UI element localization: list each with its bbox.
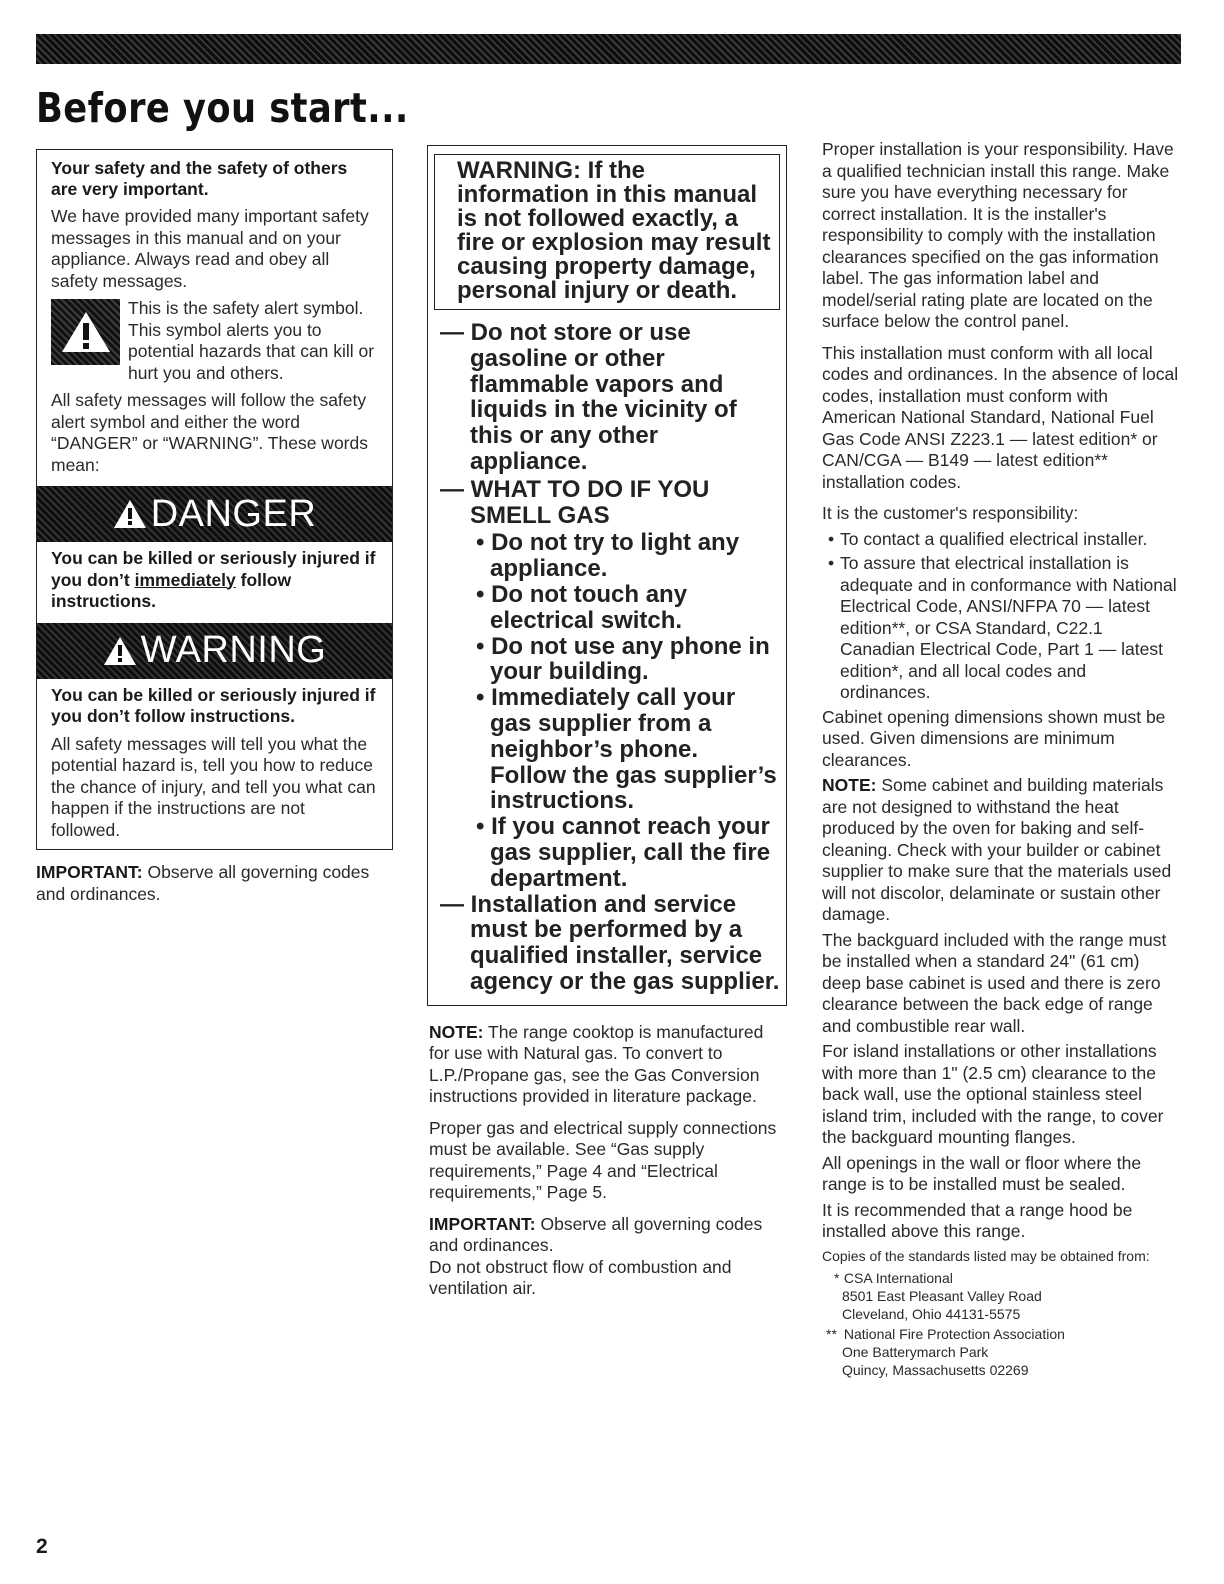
col3-p3: It is the customer's responsibility:: [822, 503, 1079, 523]
warning-subitem-switch: • Do not touch any electrical switch.: [476, 580, 688, 634]
col2-obstruct: Do not obstruct flow of combustion and ventilation air.: [429, 1256, 732, 1299]
alert-symbol-section: [51, 298, 378, 384]
safety-closing: All safety messages will tell you what the potential hazard is, tell you how to reduce the chance of injury, and tell you what can happen if the instructions are not followed.: [51, 733, 376, 840]
warning-subitem-phone: • Do not use any phone in your building.: [476, 632, 770, 686]
gas-warning-box: [427, 145, 787, 1006]
customer-responsibility-list: [822, 529, 1180, 704]
page-number: 2: [36, 1535, 48, 1558]
warning-label: WARNING: [140, 629, 327, 671]
address-csa: * CSA International 8501 East Pleasant Valley Road Cleveland, Ohio 44131-5575: [834, 1269, 1042, 1322]
list-item: • To contact a qualified electrical installer.: [822, 529, 1180, 551]
page-title: Before you start...: [36, 84, 409, 132]
col3-p5: The backguard included with the range must be installed when a standard 24" (61 cm) deep base cabinet is used and there is zero clearance between the back edge of range and combustible rear wall.: [822, 929, 1167, 1036]
gas-warning-heading: WARNING: If the information in this manual is not followed exactly, a fire or explosion may result causing property damage, personal injury or death.: [434, 154, 780, 310]
col3-note: NOTE: Some cabinet and building materials are not designed to withstand the heat produced by the oven for baking and self-cleaning. Check with your builder or cabinet supplier to make sure that the materials used will not discolor, delaminate or sustain other damage.: [822, 775, 1172, 924]
col3-p1: Proper installation is your responsibility. Have a qualified technician install this range. Make sure you have everything necessary for correct installation. It is the installer's responsibility to comply with the installation clearances specified on the gas information label. The gas information label and model/serial rating plate are located on the surface below the control panel.: [822, 139, 1174, 331]
col2-important: IMPORTANT: Observe all governing codes and ordinances.: [429, 1213, 763, 1256]
column-right: [822, 139, 1180, 1381]
column-left: [36, 149, 393, 905]
danger-label: DANGER: [150, 492, 317, 535]
safety-alert-icon: [51, 299, 120, 365]
warning-item-smell-gas: — WHAT TO DO IF YOU SMELL GAS: [440, 475, 710, 529]
warning-text: You can be killed or seriously injured if you don’t follow instructions.: [51, 684, 376, 726]
col3-p8: It is recommended that a range hood be installed above this range.: [822, 1199, 1133, 1241]
col2-supply: Proper gas and electrical supply connections must be available. See “Gas supply requirements,” Page 4 and “Electrical requirements,” Page 5.: [429, 1117, 777, 1203]
col3-p2: This installation must conform with all local codes and ordinances. In the absence of local codes, installation must conform with American National Standard, National Fuel Gas Code ANSI Z223.1 — latest edition* or CAN/CGA — B149 — latest edition** installation codes.: [822, 342, 1179, 492]
warning-subitem-fire: • If you cannot reach your gas supplier, call the fire department.: [476, 813, 771, 892]
column-middle: [427, 145, 787, 1300]
safety-lead: Your safety and the safety of others are very important.: [51, 158, 348, 199]
danger-banner: [37, 486, 392, 542]
col3-p7: All openings in the wall or floor where the range is to be installed must be sealed.: [822, 1152, 1142, 1194]
warning-alert-icon: [103, 636, 137, 666]
col3-p4: Cabinet opening dimensions shown must be used. Given dimensions are minimum clearances.: [822, 706, 1166, 770]
safety-follow: All safety messages will follow the safety alert symbol and either the word “DANGER” or “WARNING”. These words mean:: [51, 390, 368, 475]
address-nfpa: ** National Fire Protection Association One Batterymarch Park Quincy, Massachusetts 02269: [826, 1325, 1065, 1378]
col2-notes: [427, 1022, 787, 1300]
list-item: • To assure that electrical installation is adequate and in conformance with National Electrical Code, ANSI/NFPA 70 — latest edition**, or CSA Standard, C22.1 Canadian Electrical Code, Part 1 — latest edition*, and all local codes and ordinances.: [822, 553, 1180, 704]
danger-text: You can be killed or seriously injured if you don’t immediately follow instructions.: [51, 548, 376, 611]
warning-item-installation: — Installation and service must be performed by a qualified installer, service agency or the gas supplier.: [440, 890, 780, 995]
warning-subitem-call: • Immediately call your gas supplier from a neighbor’s phone. Follow the gas supplier’s instructions.: [476, 684, 777, 815]
header-bar: [36, 34, 1181, 64]
gas-warning-list: [434, 320, 780, 995]
warning-subitem-light: • Do not try to light any appliance.: [476, 529, 740, 583]
safety-intro: We have provided many important safety messages in this manual and on your appliance. Always read and obey all safety messages.: [51, 206, 369, 291]
warning-item-store: — Do not store or use gasoline or other flammable vapors and liquids in the vicinity of this or any other appliance.: [440, 319, 737, 475]
warning-banner: [37, 623, 392, 679]
safety-box: [36, 149, 393, 850]
alert-line-2: This symbol alerts you to potential hazards that can kill or hurt you and others.: [128, 319, 375, 383]
col1-important-note: IMPORTANT: Observe all governing codes and ordinances.: [36, 862, 370, 904]
col2-note: NOTE: The range cooktop is manufactured for use with Natural gas. To convert to L.P./Propane gas, see the Gas Conversion instructions provided in literature package.: [429, 1021, 764, 1107]
danger-alert-icon: [113, 499, 147, 529]
alert-line-1: This is the safety alert symbol.: [128, 298, 364, 318]
col3-p6: For island installations or other installations with more than 1" (2.5 cm) clearance to the back wall, use the optional stainless steel island trim, included with the range, to cover the backguard mounting flanges.: [822, 1041, 1164, 1147]
copies-note: Copies of the standards listed may be obtained from:: [822, 1247, 1150, 1264]
